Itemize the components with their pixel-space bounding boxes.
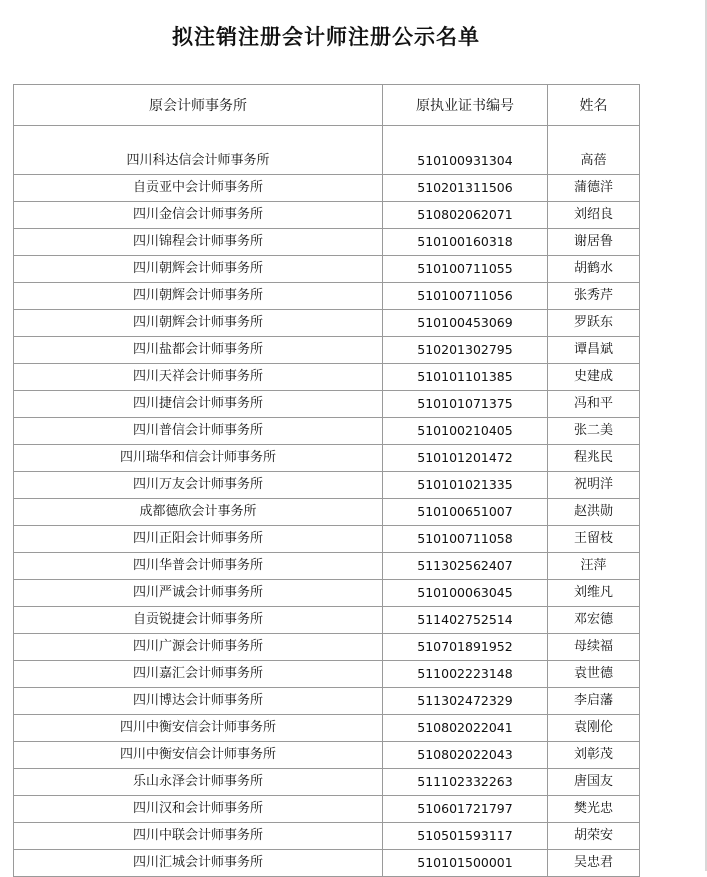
person-name-cell: 谭昌斌: [548, 337, 640, 364]
table-row: [14, 553, 640, 580]
firm-cell: 四川嘉汇会计师事务所: [14, 661, 383, 688]
table-row: [14, 364, 640, 391]
table-row: [14, 742, 640, 769]
firm-cell: 四川中衡安信会计师事务所: [14, 742, 383, 769]
cert-number-cell: 510802022043: [383, 742, 548, 769]
table-row: [14, 796, 640, 823]
table-row: [14, 256, 640, 283]
person-name-cell: 冯和平: [548, 391, 640, 418]
person-name-cell: 刘绍良: [548, 202, 640, 229]
firm-cell: 四川汉和会计师事务所: [14, 796, 383, 823]
firm-cell: 四川朝辉会计师事务所: [14, 310, 383, 337]
cert-number-cell: 510802022041: [383, 715, 548, 742]
firm-cell: 四川中联会计师事务所: [14, 823, 383, 850]
firm-cell: 四川金信会计师事务所: [14, 202, 383, 229]
firm-cell: 自贡锐捷会计师事务所: [14, 607, 383, 634]
column-header-cert-number: 原执业证书编号: [383, 85, 548, 126]
firm-cell: 成都德欣会计事务所: [14, 499, 383, 526]
cert-number-cell: 511302472329: [383, 688, 548, 715]
person-name-cell: 蒲德洋: [548, 175, 640, 202]
cert-number-cell: 511102332263: [383, 769, 548, 796]
firm-cell: 四川汇城会计师事务所: [14, 850, 383, 877]
cert-number-cell: 510101101385: [383, 364, 548, 391]
person-name-cell: 樊光忠: [548, 796, 640, 823]
table-row: [14, 634, 640, 661]
firm-cell: 四川广源会计师事务所: [14, 634, 383, 661]
cert-number-cell: 510201302795: [383, 337, 548, 364]
person-name-cell: 袁世德: [548, 661, 640, 688]
firm-cell: 四川天祥会计师事务所: [14, 364, 383, 391]
firm-cell: 四川朝辉会计师事务所: [14, 256, 383, 283]
table-row: [14, 418, 640, 445]
cert-number-cell: 510101071375: [383, 391, 548, 418]
person-name-cell: 祝明洋: [548, 472, 640, 499]
table-row: [14, 472, 640, 499]
firm-cell: 四川捷信会计师事务所: [14, 391, 383, 418]
table-row: [14, 445, 640, 472]
cert-number-cell: 511002223148: [383, 661, 548, 688]
person-name-cell: 李启藩: [548, 688, 640, 715]
firm-cell: 乐山永泽会计师事务所: [14, 769, 383, 796]
table-row: [14, 175, 640, 202]
table-row: [14, 283, 640, 310]
table-row: [14, 337, 640, 364]
firm-cell: 四川锦程会计师事务所: [14, 229, 383, 256]
person-name-cell: 袁刚伦: [548, 715, 640, 742]
table-row: [14, 126, 640, 175]
person-name-cell: 汪萍: [548, 553, 640, 580]
cert-number-cell: 510601721797: [383, 796, 548, 823]
person-name-cell: 王留枝: [548, 526, 640, 553]
cert-number-cell: 511402752514: [383, 607, 548, 634]
table-row: [14, 391, 640, 418]
firm-cell: 四川严诚会计师事务所: [14, 580, 383, 607]
table-row: [14, 526, 640, 553]
person-name-cell: 程兆民: [548, 445, 640, 472]
table-row: [14, 580, 640, 607]
person-name-cell: 吴忠君: [548, 850, 640, 877]
cert-number-cell: 511302562407: [383, 553, 548, 580]
firm-cell: 四川普信会计师事务所: [14, 418, 383, 445]
cert-number-cell: 510100453069: [383, 310, 548, 337]
cert-number-cell: 510701891952: [383, 634, 548, 661]
firm-cell: 四川万友会计师事务所: [14, 472, 383, 499]
person-name-cell: 母续福: [548, 634, 640, 661]
person-name-cell: 张二美: [548, 418, 640, 445]
cert-number-cell: 510100711055: [383, 256, 548, 283]
table-row: [14, 661, 640, 688]
person-name-cell: 刘维凡: [548, 580, 640, 607]
firm-cell: 四川科达信会计师事务所: [14, 126, 383, 175]
table-row: [14, 850, 640, 877]
table-row: [14, 202, 640, 229]
cert-number-cell: 510100160318: [383, 229, 548, 256]
firm-cell: 四川中衡安信会计师事务所: [14, 715, 383, 742]
table-row: [14, 769, 640, 796]
cert-number-cell: 510100210405: [383, 418, 548, 445]
person-name-cell: 胡鹤水: [548, 256, 640, 283]
firm-cell: 四川华普会计师事务所: [14, 553, 383, 580]
firm-cell: 四川瑞华和信会计师事务所: [14, 445, 383, 472]
page-title: 拟注销注册会计师注册公示名单: [172, 25, 480, 49]
table-row: [14, 607, 640, 634]
firm-cell: 四川正阳会计师事务所: [14, 526, 383, 553]
table-row: [14, 499, 640, 526]
cert-number-cell: 510100711056: [383, 283, 548, 310]
deregistration-table: [13, 84, 640, 877]
table-header-row: [14, 85, 640, 126]
cert-number-cell: 510101021335: [383, 472, 548, 499]
column-header-name: 姓名: [548, 85, 640, 126]
person-name-cell: 罗跃东: [548, 310, 640, 337]
firm-cell: 四川朝辉会计师事务所: [14, 283, 383, 310]
table-row: [14, 229, 640, 256]
cert-number-cell: 510100063045: [383, 580, 548, 607]
firm-cell: 四川盐都会计师事务所: [14, 337, 383, 364]
person-name-cell: 史建成: [548, 364, 640, 391]
person-name-cell: 胡荣安: [548, 823, 640, 850]
person-name-cell: 赵洪勋: [548, 499, 640, 526]
person-name-cell: 唐国友: [548, 769, 640, 796]
column-header-firm: 原会计师事务所: [14, 85, 383, 126]
cert-number-cell: 510100651007: [383, 499, 548, 526]
cert-number-cell: 510100931304: [383, 126, 548, 175]
person-name-cell: 谢居鲁: [548, 229, 640, 256]
cert-number-cell: 510101201472: [383, 445, 548, 472]
firm-cell: 四川博达会计师事务所: [14, 688, 383, 715]
cert-number-cell: 510100711058: [383, 526, 548, 553]
person-name-cell: 刘彰茂: [548, 742, 640, 769]
cert-number-cell: 510101500001: [383, 850, 548, 877]
table-row: [14, 310, 640, 337]
cert-number-cell: 510802062071: [383, 202, 548, 229]
person-name-cell: 高蓓: [548, 126, 640, 175]
table-row: [14, 715, 640, 742]
cert-number-cell: 510201311506: [383, 175, 548, 202]
person-name-cell: 邓宏德: [548, 607, 640, 634]
table-row: [14, 688, 640, 715]
table-row: [14, 823, 640, 850]
person-name-cell: 张秀芹: [548, 283, 640, 310]
firm-cell: 自贡亚中会计师事务所: [14, 175, 383, 202]
cert-number-cell: 510501593117: [383, 823, 548, 850]
